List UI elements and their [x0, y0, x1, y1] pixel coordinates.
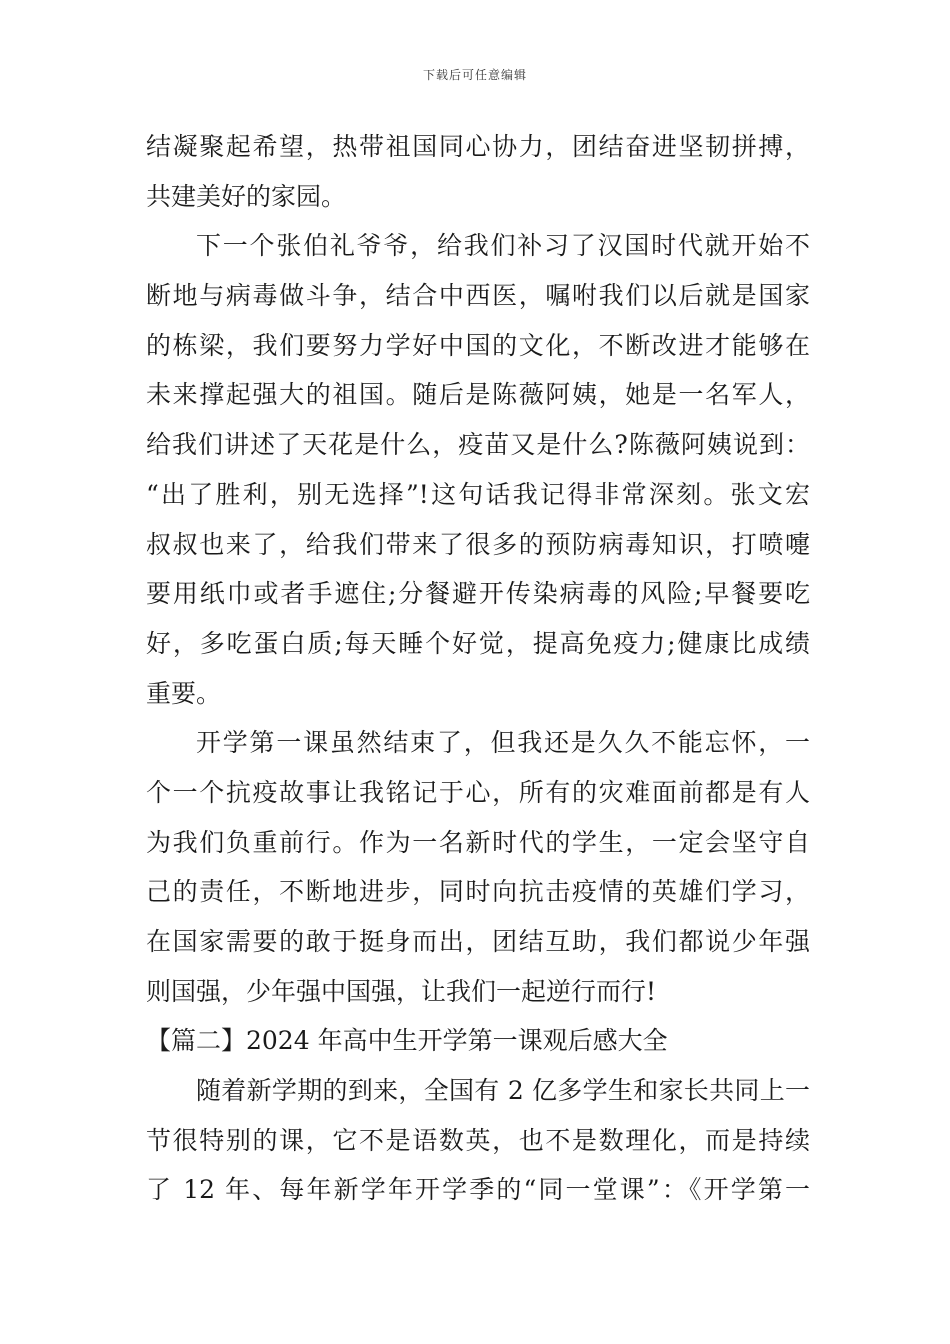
- text-line: 节很特别的课，它不是语数英，也不是数理化，而是持续: [146, 1125, 810, 1155]
- text-line: “出了胜利，别无选择”!这句话我记得非常深刻。张文宏: [146, 479, 810, 509]
- text-line: 断地与病毒做斗争，结合中西医，嘱咐我们以后就是国家: [146, 281, 810, 311]
- text-line: 结凝聚起希望，热带祖国同心协力，团结奋进坚韧拼搏，: [146, 132, 810, 161]
- text-line: 为我们负重前行。作为一名新时代的学生，一定会坚守自: [146, 827, 810, 857]
- text-line: 重要。: [146, 678, 222, 708]
- text-line: 下一个张伯礼爷爷，给我们补习了汉国时代就开始不: [196, 231, 810, 261]
- text-line: 则国强，少年强中国强，让我们一起逆行而行!: [146, 976, 657, 1006]
- text-line: 在国家需要的敢于挺身而出，团结互助，我们都说少年强: [146, 927, 810, 956]
- text-line: 共建美好的家园。: [146, 181, 347, 211]
- page-header: 下载后可任意编辑: [422, 68, 527, 82]
- text-line: 要用纸巾或者手遮住;分餐避开传染病毒的风险;早餐要吃: [146, 579, 810, 609]
- text-line: 了 12 年、每年新学年开学季的“同一堂课”：《开学第一: [146, 1175, 810, 1205]
- text-line: 给我们讲述了天花是什么，疫苗又是什么?陈薇阿姨说到：: [146, 430, 810, 460]
- text-line: 随着新学期的到来，全国有 2 亿多学生和家长共同上一: [196, 1076, 810, 1106]
- text-line: 个一个抗疫故事让我铭记于心，所有的灾难面前都是有人: [146, 777, 810, 807]
- text-line: 【篇二】2024 年高中生开学第一课观后感大全: [146, 1026, 668, 1056]
- text-line: 的栋梁，我们要努力学好中国的文化，不断改进才能够在: [146, 330, 810, 360]
- text-line: 好，多吃蛋白质;每天睡个好觉，提高免疫力;健康比成绩: [146, 628, 810, 658]
- text-line: 未来撑起强大的祖国。随后是陈薇阿姨，她是一名军人，: [146, 380, 810, 410]
- text-line: 己的责任，不断地进步，同时向抗击疫情的英雄们学习，: [146, 877, 810, 907]
- document-body: [146, 122, 810, 1215]
- text-line: 叔叔也来了，给我们带来了很多的预防病毒知识，打喷嚏: [146, 529, 810, 559]
- text-line: 开学第一课虽然结束了，但我还是久久不能忘怀，一: [196, 728, 810, 758]
